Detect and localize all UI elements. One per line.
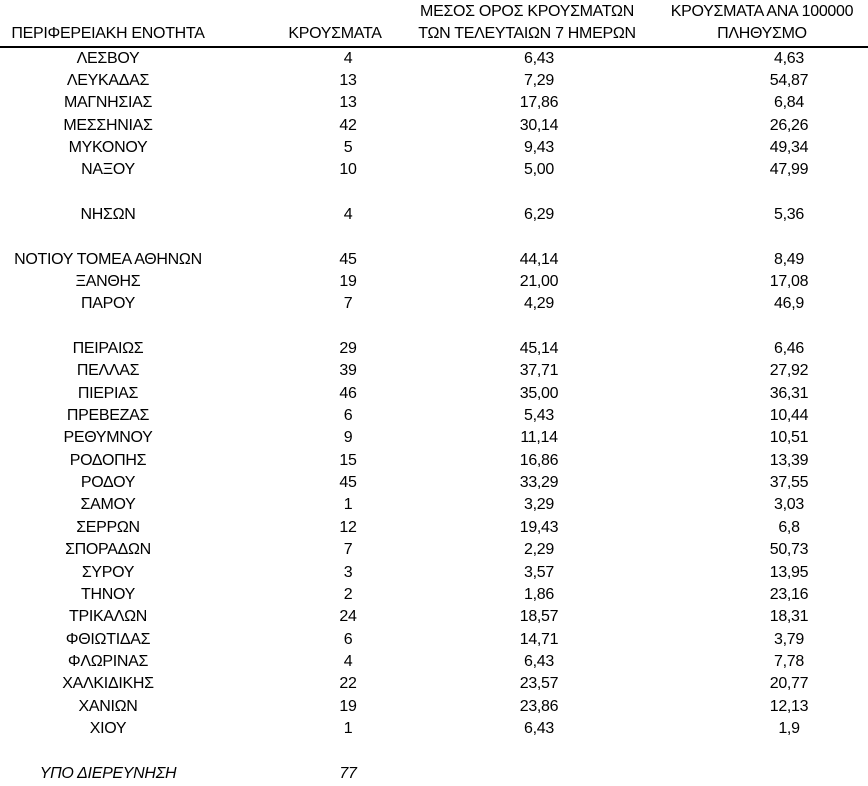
table-row [0,450,868,472]
cell-per-100k: 27,92 [769,362,809,380]
cell-cases: 4 [343,652,353,670]
cell-regional-unit: ΝΑΞΟΥ [81,161,135,179]
cell-cases: 45 [339,250,357,268]
table-row [0,472,868,494]
cell-regional-unit: ΣΑΜΟΥ [80,496,136,514]
cell-cases: 19 [339,697,357,715]
cell-per-100k: 1,9 [778,719,800,737]
cell-avg-7day: 5,43 [524,407,554,425]
column-header-cases-label: ΚΡΟΥΣΜΑΤΑ [288,25,382,42]
cell-avg-7day [480,763,598,785]
cell-per-100k: 17,08 [769,273,809,291]
cell-regional-unit: ΣΥΡΟΥ [81,563,135,581]
cell-regional-unit: ΜΑΓΝΗΣΙΑΣ [63,94,153,112]
cell-cases: 2 [343,585,353,603]
cell-regional-unit: ΠΑΡΟΥ [80,295,135,313]
cell-spacer [598,70,710,92]
column-header-regional-unit [0,0,216,46]
cell-cases: 1 [343,496,353,514]
cell-per-100k: 6,46 [774,340,804,358]
cell-avg-7day: 23,86 [519,697,559,715]
cell-per-100k: 13,95 [769,563,809,581]
table-row [0,204,868,226]
cell-avg-7day: 7,29 [524,71,554,89]
cell-regional-unit: ΜΕΣΣΗΝΙΑΣ [63,116,153,134]
cell-spacer [598,360,710,382]
cell-spacer [598,562,710,584]
cell-per-100k: 26,26 [769,116,809,134]
table-row [0,360,868,382]
cell-avg-7day: 17,86 [519,94,559,112]
cell-avg-7day: 4,29 [524,295,554,313]
cell-spacer [598,494,710,516]
cell-per-100k: 7,78 [774,652,804,670]
table-row [0,427,868,449]
cell-cases: 13 [339,71,357,89]
cell-avg-7day: 44,14 [519,250,559,268]
cell-spacer [598,293,710,315]
cell-regional-unit: ΠΡΕΒΕΖΑΣ [66,407,150,425]
cell-avg-7day: 33,29 [519,474,559,492]
cell-cases: 15 [339,451,357,469]
cell-cases: 6 [343,407,353,425]
cell-regional-unit: ΠΕΙΡΑΙΩΣ [72,340,144,358]
cell-per-100k: 8,49 [774,250,804,268]
column-header-avg-7day-line2: ΤΩΝ ΤΕΛΕΥΤΑΙΩΝ 7 ΗΜΕΡΩΝ [418,25,636,42]
cell-regional-unit: ΡΟΔΟΥ [80,474,136,492]
table-row [0,517,868,539]
cell-avg-7day: 9,43 [524,138,554,156]
cell-spacer [598,472,710,494]
cell-avg-7day: 6,43 [524,49,554,67]
cell-avg-7day: 3,57 [524,563,554,581]
cell-avg-7day: 45,14 [519,340,559,358]
column-header-per-100k-line1: ΚΡΟΥΣΜΑΤΑ ΑΝΑ 100000 [670,3,854,21]
table-row [0,338,868,360]
cell-cases: 6 [343,630,353,648]
cell-avg-7day: 18,57 [519,608,559,626]
cell-regional-unit: ΛΕΣΒΟΥ [76,49,140,67]
cell-per-100k: 10,44 [769,407,809,425]
cell-spacer [598,584,710,606]
cell-avg-7day: 35,00 [519,384,559,402]
cell-per-100k: 6,8 [778,518,800,536]
cell-cases: 9 [343,429,353,447]
cell-cases: 77 [339,764,357,782]
cell-cases: 46 [339,384,357,402]
cell-regional-unit: ΥΠΟ ΔΙΕΡΕΥΝΗΣΗ [39,764,177,782]
cell-regional-unit: ΣΕΡΡΩΝ [76,518,140,536]
cell-avg-7day: 6,43 [524,719,554,737]
table-row [0,718,868,740]
cell-spacer [598,271,710,293]
cell-cases: 4 [343,49,353,67]
cell-regional-unit: ΡΕΘΥΜΝΟΥ [63,429,153,447]
spacer-row [0,316,868,338]
cell-per-100k [710,763,868,785]
cell-spacer [598,249,710,271]
column-header-avg-7day-line1: ΜΕΣΟΣ ΟΡΟΣ ΚΡΟΥΣΜΑΤΩΝ [420,3,634,21]
cell-per-100k: 23,16 [769,585,809,603]
cell-spacer [598,651,710,673]
cell-per-100k: 5,36 [774,206,804,223]
cell-avg-7day: 16,86 [519,451,559,469]
cell-spacer [598,517,710,539]
cell-per-100k: 36,31 [769,384,809,402]
cell-spacer [598,405,710,427]
cell-cases: 7 [343,295,353,313]
cell-per-100k: 6,84 [774,94,804,112]
cell-spacer [598,204,710,226]
table-row [0,271,868,293]
cell-cases: 3 [343,563,353,581]
table-row [0,696,868,718]
cell-regional-unit: ΛΕΥΚΑΔΑΣ [66,71,150,89]
cell-regional-unit: ΦΛΩΡΙΝΑΣ [67,652,149,670]
spacer-row [0,226,868,248]
column-header-avg-7day [418,0,636,46]
table-row [0,249,868,271]
table-row [0,584,868,606]
table-row [0,494,868,516]
cell-per-100k: 3,03 [774,496,804,514]
cell-spacer [598,539,710,561]
cell-per-100k: 20,77 [769,675,809,693]
cell-spacer [598,115,710,137]
cell-per-100k: 4,63 [774,49,804,67]
cell-regional-unit: ΧΑΛΚΙΔΙΚΗΣ [62,675,154,693]
cell-regional-unit: ΜΥΚΟΝΟΥ [68,138,148,156]
cell-cases: 13 [339,94,357,112]
cell-regional-unit: ΠΙΕΡΙΑΣ [77,384,139,402]
cell-regional-unit: ΞΑΝΘΗΣ [75,273,141,291]
cell-avg-7day: 11,14 [520,429,558,447]
cell-regional-unit: ΝΗΣΩΝ [80,206,136,223]
cell-avg-7day: 5,00 [524,161,554,179]
cell-avg-7day: 1,86 [524,585,554,603]
cell-regional-unit: ΤΡΙΚΑΛΩΝ [68,608,148,626]
cell-cases: 42 [339,116,357,134]
cell-regional-unit: ΤΗΝΟΥ [81,585,135,603]
cell-per-100k: 54,87 [769,71,809,89]
cell-spacer [598,427,710,449]
cell-per-100k: 13,39 [769,451,809,469]
table-row [0,405,868,427]
cell-avg-7day: 23,57 [519,675,559,693]
cell-cases: 4 [343,206,353,223]
cell-avg-7day: 2,29 [524,541,554,559]
table-row [0,562,868,584]
cell-regional-unit: ΣΠΟΡΑΔΩΝ [65,541,151,559]
cell-spacer [598,450,710,472]
cell-cases: 12 [339,518,357,536]
cell-cases: 10 [339,161,357,179]
cell-avg-7day: 21,00 [519,273,559,291]
table-row [0,651,868,673]
cell-per-100k: 46,9 [774,295,804,313]
cell-avg-7day: 37,71 [519,362,559,380]
cell-avg-7day: 6,43 [524,652,554,670]
cell-spacer [598,383,710,405]
cell-spacer [598,159,710,181]
cell-cases: 5 [343,138,353,156]
cell-regional-unit: ΧΑΝΙΩΝ [78,697,138,715]
table-row [0,673,868,695]
cell-avg-7day: 6,29 [524,206,554,223]
cell-per-100k: 18,31 [769,608,809,626]
cell-spacer [598,718,710,740]
cell-per-100k: 47,99 [769,161,809,179]
cell-cases: 39 [339,362,357,380]
table-row [0,159,868,181]
cell-avg-7day: 19,43 [519,518,559,536]
column-header-per-100k [670,0,854,46]
cell-cases: 22 [339,675,357,693]
cell-spacer [598,763,710,785]
table-row [0,115,868,137]
cell-cases: 1 [343,719,353,737]
cell-spacer [598,606,710,628]
cell-spacer [598,48,710,70]
cell-per-100k: 50,73 [769,541,809,559]
table-row [0,293,868,315]
table-row [0,763,868,785]
table-row [0,92,868,114]
column-header-regional-unit-label: ΠΕΡΙΦΕΡΕΙΑΚΗ ΕΝΟΤΗΤΑ [11,25,205,42]
cell-per-100k: 10,51 [769,429,809,447]
cell-spacer [598,338,710,360]
cell-avg-7day: 3,29 [524,496,554,514]
cell-regional-unit: ΧΙΟΥ [89,719,127,737]
cell-regional-unit: ΝΟΤΙΟΥ ΤΟΜΕΑ ΑΘΗΝΩΝ [14,250,202,268]
cell-avg-7day: 14,71 [519,630,559,648]
cell-spacer [598,137,710,159]
table-row [0,137,868,159]
table-row [0,539,868,561]
cell-spacer [598,92,710,114]
cell-regional-unit: ΦΘΙΩΤΙΔΑΣ [65,630,151,648]
table-row [0,383,868,405]
cell-regional-unit: ΡΟΔΟΠΗΣ [69,451,147,469]
spacer-row [0,740,868,762]
cell-per-100k: 37,55 [769,474,809,492]
cell-per-100k: 49,34 [769,138,809,156]
cell-cases: 7 [343,541,353,559]
column-header-per-100k-line2: ΠΛΗΘΥΣΜΟ [717,25,807,42]
table-header-row [0,0,868,48]
table-row [0,606,868,628]
cell-cases: 45 [339,474,357,492]
cell-spacer [598,673,710,695]
cell-cases: 19 [339,273,357,291]
table-body [0,48,868,785]
cell-cases: 24 [339,608,357,626]
cell-per-100k: 3,79 [774,630,804,648]
cell-regional-unit: ΠΕΛΛΑΣ [76,362,140,380]
cell-cases: 29 [339,340,357,358]
table-row [0,48,868,70]
cell-spacer [598,696,710,718]
table-row [0,629,868,651]
spacer-row [0,182,868,204]
table-row [0,70,868,92]
cell-spacer [598,629,710,651]
cell-per-100k: 12,13 [769,697,809,715]
cell-avg-7day: 30,14 [519,116,559,134]
